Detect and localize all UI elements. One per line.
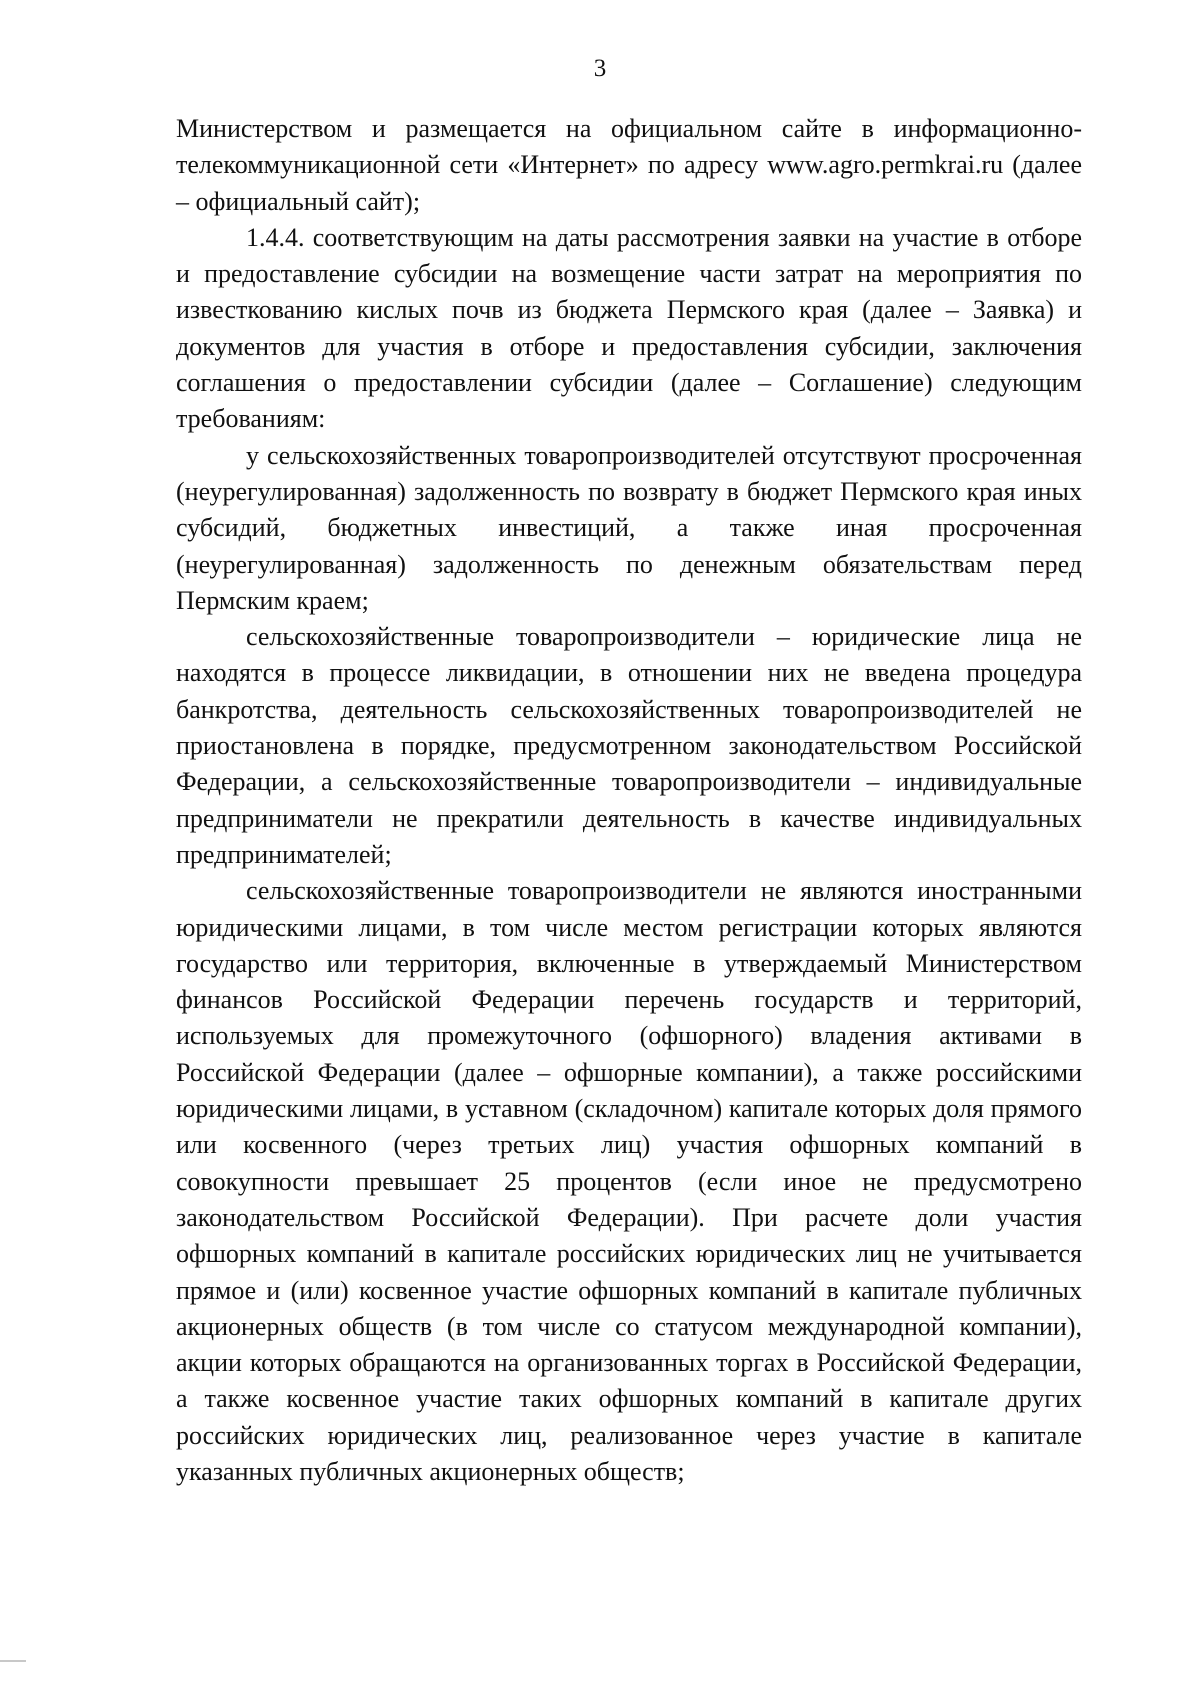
page-number: 3 (593, 55, 607, 82)
paragraph-continuation: Министерством и размещается на официальном сайте в информационно-телекоммуникационной сети «Интернет» по адресу www.agro.permkrai.ru (далее – официальный сайт); (176, 114, 1082, 216)
scan-edge-mark (0, 1660, 26, 1662)
paragraph-item-1-4-4: 1.4.4. соответствующим на даты рассмотрения заявки на участие в отборе и предоставление субсидии на возмещение части затрат на мероприятия по известкованию кислых почв из бюджета Пермского края (далее – Заявка) и документов для участия в отборе и предоставления субсидии, заключения соглашения о предоставлении субсидии (далее – Соглашение) следующим требованиям: (176, 222, 1082, 434)
document-body (176, 111, 1082, 1490)
paragraph-no-liquidation-requirement: сельскохозяйственные товаропроизводители – юридические лица не находятся в процессе ликвидации, в отношении них не введена процедура банкротства, деятельность сельскохозяйственных товаропроизводителей не приостановлена в порядке, предусмотренном законодательством Российской Федерации, а сельскохозяйственные товаропроизводители – индивидуальные предприниматели не прекратили деятельность в качестве индивидуальных предпринимателей; (176, 622, 1082, 869)
paragraph-no-debt-requirement: у сельскохозяйственных товаропроизводителей отсутствуют просроченная (неурегулированная) задолженность по возврату в бюджет Пермского края иных субсидий, бюджетных инвестиций, а также иная просроченная (неурегулированная) задолженность по денежным обязательствам перед Пермским краем; (176, 440, 1082, 615)
paragraph-offshore-requirement: сельскохозяйственные товаропроизводители не являются иностранными юридическими лицами, в том числе местом регистрации которых являются государство или территория, включенные в утверждаемый Министерством финансов Российской Федерации перечень государств и территорий, используемых для промежуточного (офшорного) владения активами в Российской Федерации (далее – офшорные компании), а также российскими юридическими лицами, в уставном (складочном) капитале которых доля прямого или косвенного (через третьих лиц) участия офшорных компаний в совокупности превышает 25 процентов (если иное не предусмотрено законодательством Российской Федерации). При расчете доли участия офшорных компаний в капитале российских юридических лиц не учитывается прямое и (или) косвенное участие офшорных компаний в капитале публичных акционерных обществ (в том числе со статусом международной компании), акции которых обращаются на организованных торгах в Российской Федерации, а также косвенное участие таких офшорных компаний в капитале других российских юридических лиц, реализованное через участие в капитале указанных публичных акционерных обществ; (176, 876, 1082, 1486)
